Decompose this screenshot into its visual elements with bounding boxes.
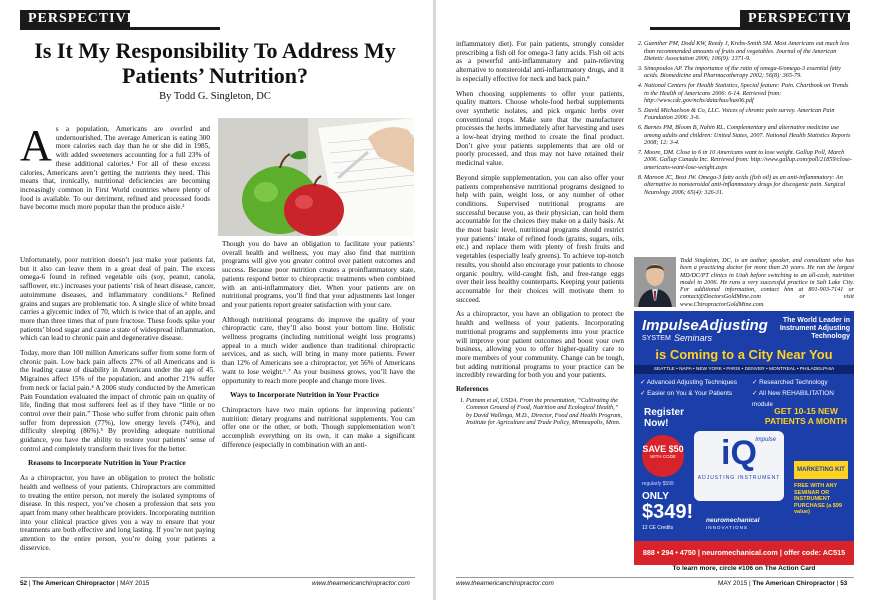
paragraph-fish-oil: inflammatory diet). For pain patients, strongly consider prescribing a fish oil for omega-3 fatty acids. Fish oil acts as a powerful anti-inflammatory and pain-relieving alternative to nonsteroidal anti-inflammatory drugs, and it is especially effective for neck and back pain.⁸	[456, 40, 624, 83]
author-photo	[634, 257, 676, 307]
paragraph-options: Chiropractors have two main options for improving patients’ nutrition: dietary programs and nutritional supplements. You can offer one or the other, or both. Though supplementation won’t accomplish everything on its own, it can make a significant difference (especially in combination with an anti-	[222, 405, 415, 449]
ad-only: ONLY	[642, 491, 669, 502]
paragraph-control: Though you do have an obligation to facilitate your patients’ overall health and wellness, you may also find that nutrition programs will give you greater control over patient outcomes and success. Because poor nutrition creates a proinflammatory state, patients respond better to chiropractic treatments when combined with an anti-inflammatory diet. When your patients are on nutritional programs, you’ll find that your adjustments last longer and your patients report greater satisfaction with your care.	[222, 240, 415, 309]
author-bio: Todd Singleton, DC, is an author, speaker, and consultant who has been a practicing doctor for more than 20 years. He ran the largest MD/DC/PT clinics in Utah before switching to an all-cash, nutrition model in 2006. He runs a very successful practice in Salt Lake City. For additional information, contact him at 801-903-7141 or contact@DoctorsGoldMine.com or visit www.ChiropractorGoldMine.com.	[680, 257, 854, 308]
ad-cities: SEATTLE • NAPA • NEW YORK • PARIS • DENVER • MONTREAL • PHILADELPHIA	[634, 365, 854, 374]
paragraph-programs: Beyond simple supplementation, you can also offer your patients comprehensive nutritional programs designed to help with pain, weight loss, or any number of other conditions. Supervised nutritional programs are successful because you, as their physician, can hold them accountable for the choices they make on a daily basis. At the most basic level, nutritional programs should restrict your patients’ intake of refined foods (grains, sugars, oils, etc.) and replace them with plenty of fresh fruits and vegetables (especially leafy greens). To achieve top-notch results, you should also encourage your patients to choose organic poultry, wild-caught fish, and free-range eggs over their less healthy counterparts. Keeping your patients accountable for their choices will motivate them to succeed.	[456, 173, 624, 304]
page-number-right: 53	[840, 580, 848, 587]
ad-ce: 12 CE Credits	[642, 525, 674, 531]
ad-feature: Easier on You & Your Patients	[647, 390, 733, 397]
ad-save-sub: WITH CODE	[650, 454, 676, 459]
column-3	[456, 40, 624, 429]
article-title: Is It My Responsibility To Address My Patients’ Nutrition?	[34, 38, 396, 88]
ad-feature: Researched Technology	[759, 379, 828, 386]
ad-phone[interactable]: 888 • 294 • 4750	[642, 548, 696, 557]
ad-brand-sub: SYSTEM	[642, 335, 671, 342]
ad-product-sub: ADJUSTING INSTRUMENT	[697, 475, 781, 481]
ad-free-offer: FREE WITH ANY SEMINAR OR INSTRUMENT PURCHASE (a $99 value)	[794, 483, 842, 515]
column-1-top	[20, 121, 210, 218]
ad-brand: ImpulseAdjusting	[642, 317, 768, 334]
header-rule-right	[650, 27, 850, 30]
references-list	[634, 40, 854, 198]
paragraph-quality: When choosing supplements to offer your patients, quality matters. Choose whole-food herbal supplements over synthetic isolates, and pick organic herbs over conventional crops. Make sure that the manufacturer processes the herbs immediately after harvesting and uses a low-heat drying method to create the final product. Don’t give your patients supplements that are old or poorly processed, and thus may not have retained their medicinal value.	[456, 89, 624, 168]
column-2	[222, 240, 415, 455]
ad-feature: All New REHABILITATION module	[752, 390, 834, 408]
issue-right: MAY 2015	[718, 580, 748, 587]
paragraph-intro: s a population, Americans are overfed and undernourished. The average American is eating 300 more calories each day than he or she did in 1985, with added sweeteners accounting for a full 23% of these additional calories.¹ For all of these excess calories, Americans aren’t getting the nutrients they need. This means that, ironically, nutritional deficiencies are becoming increasingly common in First World countries where plenty of food is available. To our detriment, refined and processed foods have become much more popular than the produce aisle.²	[20, 125, 210, 212]
reference-item: 6. Barnes PM, Bloom B, Nahin RL. Complementary and alternative medicine use among adults and children: United States, 2007. National Health Statistics Reports 2008; 12: 3-4.	[644, 124, 854, 147]
ad-get-patients: GET 10-15 NEW PATIENTS A MONTH	[764, 406, 848, 426]
reference-item: 4. National Centers for Health Statistics, Special feature: Pain. Chartbook on Trends in the Health of Americans 2006: 6-14. Retrieved from: http://www.cdc.gov/nchs/data/hus/hus06.pdf	[644, 82, 854, 105]
magazine-name-right: The American Chiropractor	[752, 580, 835, 587]
article-byline: By Todd G. Singleton, DC	[159, 91, 271, 102]
ad-neuromechanical: neuromechanical	[706, 517, 760, 524]
ad-contact-bar[interactable]: 888 • 294 • 4750 | neuromechanical.com | offer code: AC515	[634, 541, 854, 565]
ad-save-badge	[642, 435, 684, 477]
footer-left: 52 | The American Chiropractor | MAY 2015	[20, 580, 150, 587]
left-page	[0, 0, 434, 600]
ad-product-box	[694, 431, 784, 501]
ad-code: offer code: AC515	[783, 548, 846, 557]
ad-innovations: INNOVATIONS	[706, 525, 748, 530]
paragraph-obligation: As a chiropractor, you have an obligation to protect the holistic health and wellness of your patients. Chiropractors are committed to treating the entire person, not merely the isolated symptoms of disease. In this respect, you’ve chosen a profession that sets you apart from many other healthcare providers. Incorporating nutrition into your clinical practice gives you a way to ensure that your treatments are both effective and long lasting. If you’re not paying attention to the entire person, you’re doing your patients a disservice.	[20, 474, 215, 552]
paragraph-chronic-pain: Today, more than 100 million Americans suffer from some form of chronic pain. Low back pain affects 27% of all Americans and is the leading cause of disability in Americans under the age of 45. Migraines affect 15% of the population, and another 21% suffer from neck or facial pain.⁴ A 2006 study conducted by the American Pain Foundation evaluated the impact of chronic pain on quality of life, finding that most sufferers feel as if they have “little or no control over their pain.” Those who suffer from chronic pain often suffer from depression (77%), low energy levels (74%), and difficulty sleeping (86%).⁵ By providing adequate nutritional guidance, you have the ability to restore your patients’ sense of control and completely transform their lives for the better.	[20, 349, 215, 453]
ad-coming: is Coming to a City Near You	[655, 347, 833, 362]
references-start	[456, 386, 624, 427]
ad-caption: To learn more, circle #106 on The Action Card	[672, 565, 816, 572]
ad-marketing-kit: MARKETING KIT	[794, 461, 848, 479]
reference-item: 7. Moore, DM. Close to 6 in 10 Americans want to lose weight. Gallup Poll, March 2006. Gallup Canada Inc. Retrieved from: http://www.gallup.com/poll/21859/close-americans-want-lose-weight.aspx	[644, 149, 854, 172]
paragraph-conclusion: As a chiropractor, you have an obligation to protect the health and wellness of your patients. Incorporating nutritional programs and supplements into your practice will improve your patient outcomes and boost your own business, allowing you to offer higher-quality care to more members of your community. Change can be tough, but adding nutritional programs to your practice can be incredibly rewarding for both you and your patients.	[456, 310, 624, 380]
reference-item: 1. Putnam et al, USDA. From the presentation, “Cultivating the Common Ground of Food, Nutrition and Ecological Health,” by David Wallinga, M.D., Director, Food and Health Program, Institute for Agriculture and Trade Policy, Minneapolis, Minn.	[466, 397, 624, 427]
ad-register[interactable]: Register Now!	[644, 407, 685, 429]
ad-regular-price: regularly $599	[642, 481, 674, 487]
ad-features: ✓ Advanced Adjusting Techniques ✓ Researched Technology ✓ Easier on You & Your Patients ✓ All New REHABILITATION module	[640, 379, 834, 408]
ad-seminars: Seminars	[674, 333, 713, 343]
author-portrait	[634, 257, 676, 307]
footer-url-left[interactable]: www.theamericanchiropractor.com	[312, 580, 410, 587]
ad-site[interactable]: neuromechanical.com	[701, 548, 778, 557]
footer-rule-right	[456, 577, 854, 578]
ad-product-name: iQ	[721, 434, 757, 472]
section-label-left: PERSPECTIVE	[20, 10, 130, 28]
ad-price: $349!	[642, 501, 694, 523]
ad-feature: Advanced Adjusting Techniques	[646, 379, 737, 386]
footer-rule-left	[20, 577, 415, 578]
article-photo	[218, 118, 414, 236]
page-number-left: 52	[20, 580, 28, 587]
reference-item: 3. Simopoulos AP. The importance of the ratio of omega-6/omega-3 essential fatty acids. Biomedicine and Pharmacotherapy 2002; 56(8): 365-79.	[644, 65, 854, 80]
right-page	[436, 0, 870, 600]
footer-right: MAY 2015 | The American Chiropractor | 53	[718, 580, 848, 587]
reference-item: 8. Maroon JC, Bost JW. Omega-3 fatty acids (fish oil) as an anti-inflammatory: An alternative to nonsteroidal anti-inflammatory drugs for discogenic pain. Surgical Neurology 2006; 65(4): 326-31.	[644, 174, 854, 197]
apple-notepad-illustration	[218, 118, 414, 236]
section-label-right: PERSPECTIVE	[740, 10, 850, 28]
ad-save: SAVE $50	[642, 444, 684, 454]
column-1	[20, 256, 215, 559]
issue-left: MAY 2015	[120, 580, 150, 587]
advertisement-impulse[interactable]	[634, 311, 854, 565]
heading-ways: Ways to Incorporate Nutrition in Your Practice	[230, 390, 380, 400]
footer-url-right[interactable]: www.theamericanchiropractor.com	[456, 580, 554, 587]
magazine-name-left: The American Chiropractor	[32, 580, 115, 587]
paragraph-poor-nutrition: Unfortunately, poor nutrition doesn’t just make your patients fat, but it also can leave them in a great deal of pain. The excess omega-6 found in refined vegetable oils (soy, peanut, canola, safflower, etc.) increases your patients’ risk of heart disease, cancer, autoimmune diseases, and inflammatory conditions.³ Refined grains and sugars are problematic too. A single slice of white bread carries a glycemic index of 70, which is twice that of an apple, and more than three times that of pure fructose. These foods spike your patients’ blood sugar and cause a state of widespread inflammation, which can lead to chronic pain and degenerative disease.	[20, 256, 215, 343]
reference-item: 2. Guenther PM, Dodd KW, Reedy J, Krebs-Smith SM. Most Americans eat much less than recommended amounts of fruits and vegetables. Journal of the American Dietetic Association 2006; 106(9): 1371-9.	[644, 40, 854, 63]
heading-reasons: Reasons to Incorporate Nutrition in Your Practice	[28, 458, 186, 468]
reference-item: 5. David Michaelson & Co, LLC. Voices of chronic pain survey. American Pain Foundation 2006: 3-6.	[644, 107, 854, 122]
drop-cap: A	[20, 121, 52, 170]
paragraph-bottom-line: Although nutritional programs do improve the quality of your chiropractic care, they’ll also boost your bottom line. Holistic wellness programs (including nutritional weight loss programs) appeal to a much wider audience than traditional chiropractic services, and as such, will bring in many more patients. Fewer than 12% of Americans see a chiropractor, yet 56% of Americans want to lose weight.⁶˒⁷ As your business grows, you’ll have the opportunity to reach more people and change more lives.	[222, 315, 415, 385]
ad-leader: The World Leader in Instrument Adjusting Technology	[779, 317, 850, 340]
references-title: References	[456, 385, 489, 394]
header-rule-left	[20, 27, 220, 30]
ad-product-small: impulse	[755, 437, 776, 443]
